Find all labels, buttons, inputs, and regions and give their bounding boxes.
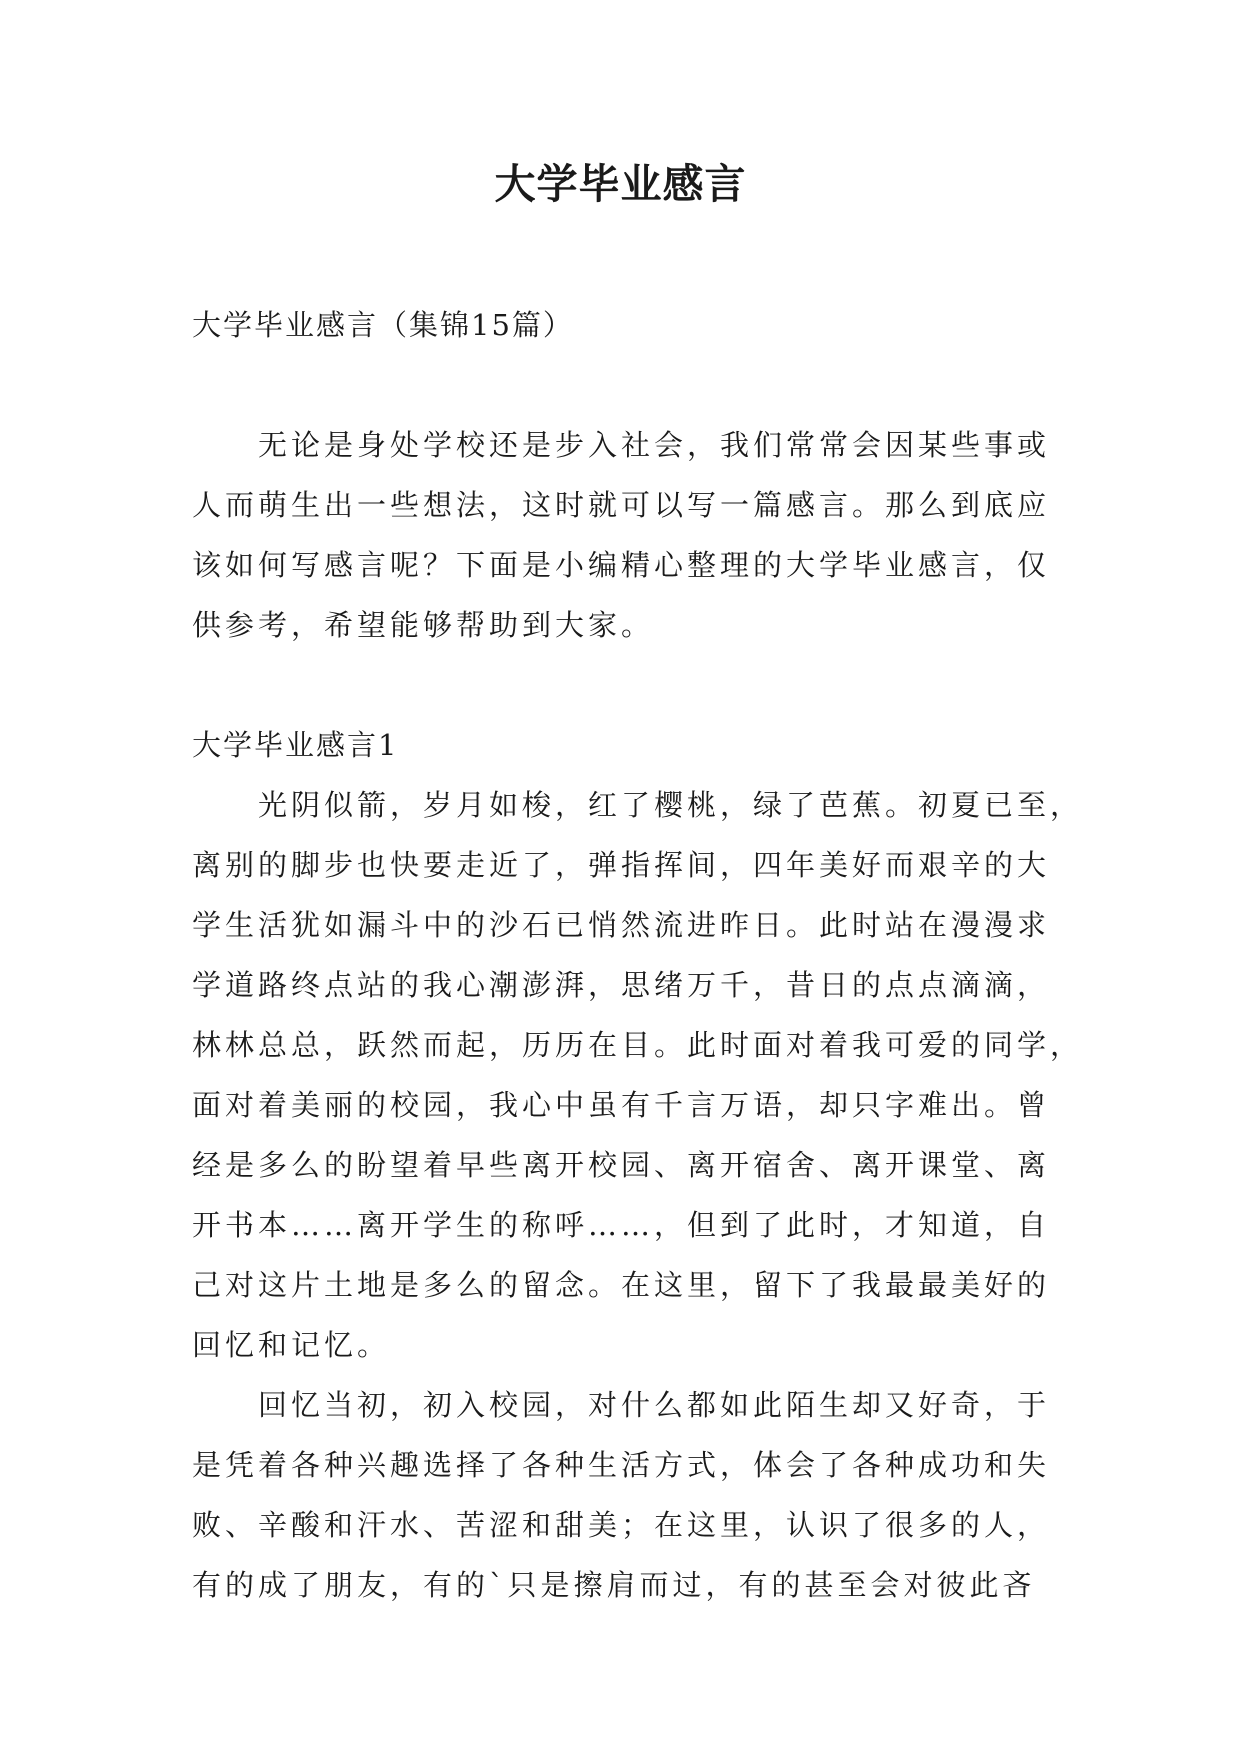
paragraph-line: 己对这片土地是多么的留念。在这里，留下了我最最美好的	[192, 1268, 1051, 1302]
paragraph-line: 开书本……离开学生的称呼……，但到了此时，才知道，自	[192, 1208, 1051, 1242]
paragraph-line: 是凭着各种兴趣选择了各种生活方式，体会了各种成功和失	[192, 1448, 1051, 1482]
paragraph-line: 无论是身处学校还是步入社会，我们常常会因某些事或	[258, 428, 1051, 462]
paragraph-line: 学道路终点站的我心潮澎湃，思绪万千，昔日的点点滴滴，	[192, 968, 1051, 1002]
paragraph-line: 学生活犹如漏斗中的沙石已悄然流进昨日。此时站在漫漫求	[192, 908, 1051, 942]
document-subtitle: 大学毕业感言（集锦15篇）	[192, 308, 574, 342]
paragraph-line: 有的成了朋友，有的`只是擦肩而过，有的甚至会对彼此吝	[192, 1568, 1036, 1602]
paragraph-line: 该如何写感言呢？下面是小编精心整理的大学毕业感言，仅	[192, 548, 1051, 582]
paragraph-line: 面对着美丽的校园，我心中虽有千言万语，却只字难出。曾	[192, 1088, 1051, 1122]
paragraph-line: 供参考，希望能够帮助到大家。	[192, 608, 655, 642]
paragraph-line: 经是多么的盼望着早些离开校园、离开宿舍、离开课堂、离	[192, 1148, 1051, 1182]
paragraph-line: 回忆当初，初入校园，对什么都如此陌生却又好奇，于	[258, 1388, 1051, 1422]
paragraph-line: 光阴似箭，岁月如梭，红了樱桃，绿了芭蕉。初夏已至，	[258, 788, 1084, 822]
section-heading: 大学毕业感言1	[192, 728, 399, 762]
paragraph-line: 离别的脚步也快要走近了，弹指挥间，四年美好而艰辛的大	[192, 848, 1051, 882]
paragraph-line: 人而萌生出一些想法，这时就可以写一篇感言。那么到底应	[192, 488, 1051, 522]
section1-paragraph-1	[192, 775, 1084, 1375]
spacer	[192, 355, 1050, 415]
section1-paragraph-2	[192, 1375, 1050, 1615]
paragraph-line: 林林总总，跃然而起，历历在目。此时面对着我可爱的同学，	[192, 1028, 1084, 1062]
document-body	[192, 295, 1084, 1615]
document-title: 大学毕业感言	[494, 160, 747, 208]
paragraph-line: 败、辛酸和汗水、苦涩和甜美；在这里，认识了很多的人，	[192, 1508, 1051, 1542]
spacer	[192, 655, 1050, 715]
paragraph-line: 回忆和记忆。	[192, 1328, 391, 1362]
intro-paragraph	[192, 415, 1050, 655]
